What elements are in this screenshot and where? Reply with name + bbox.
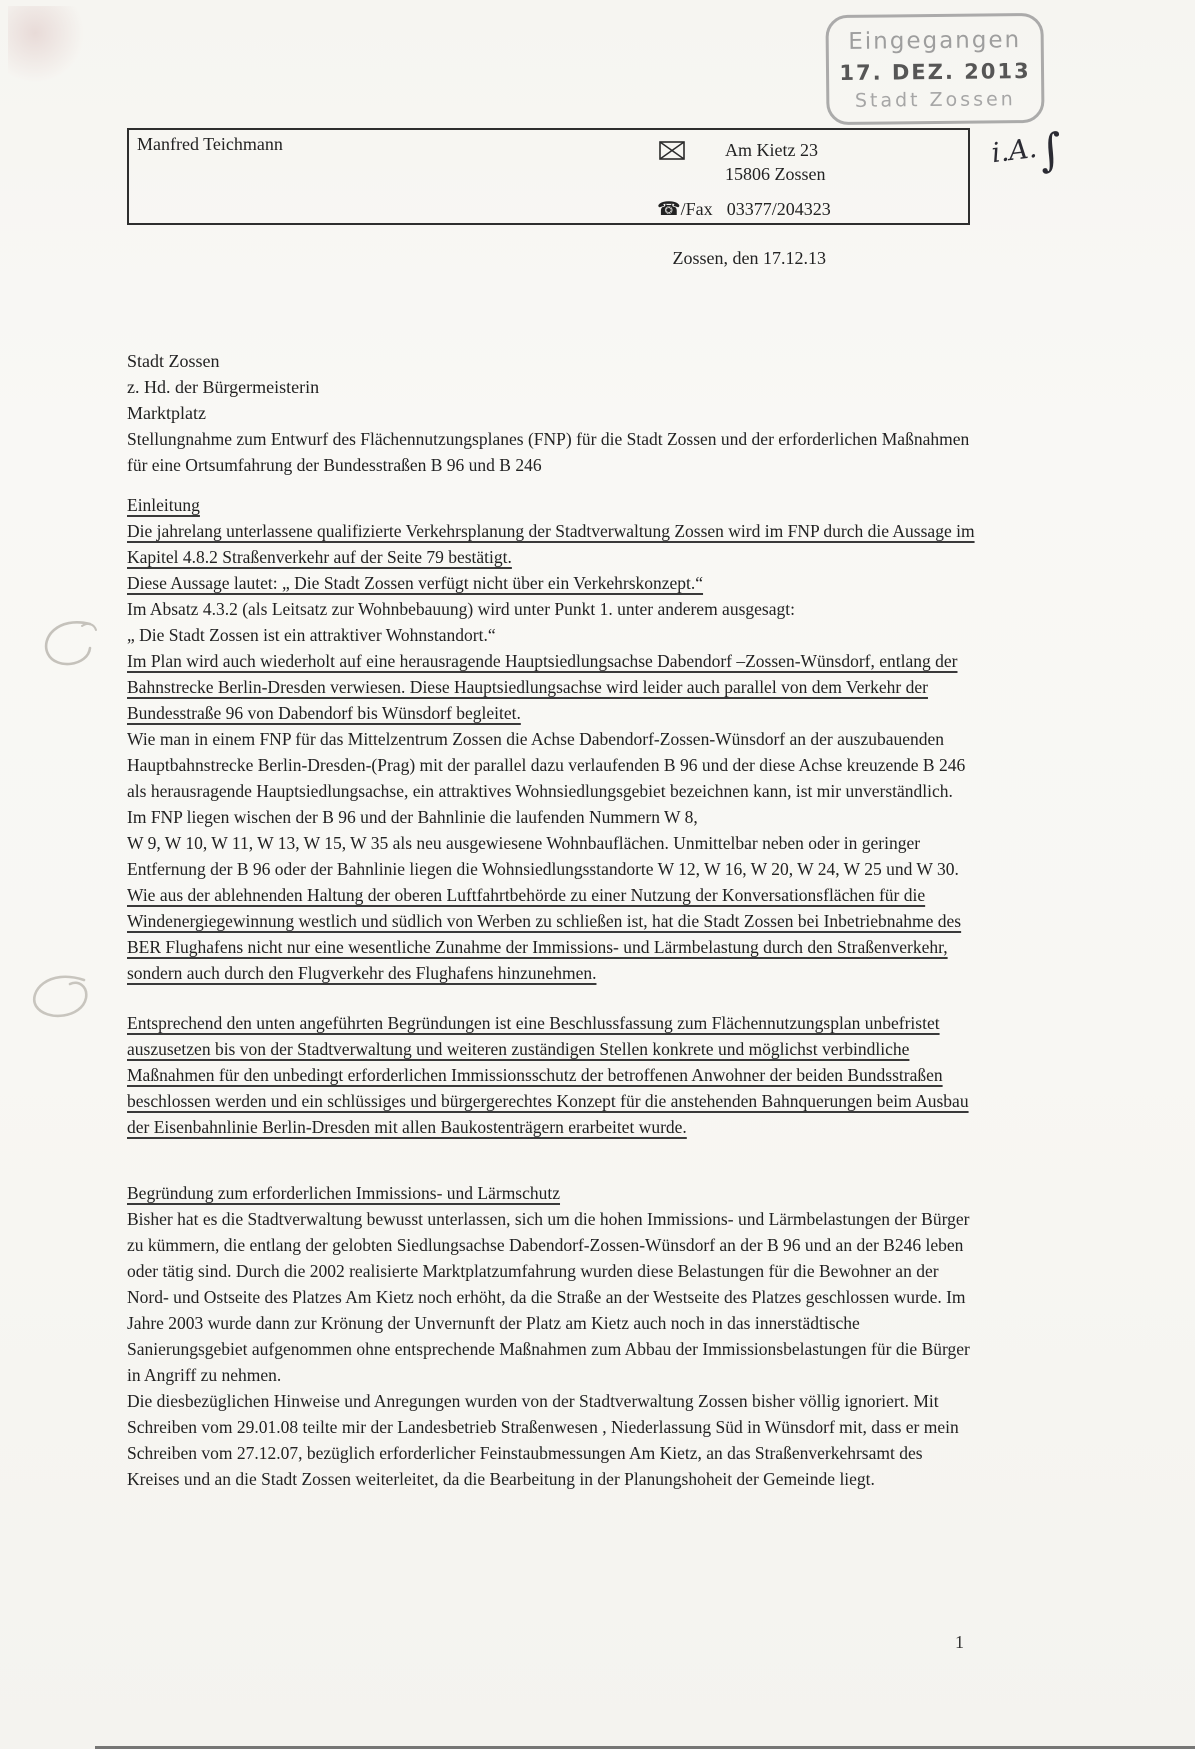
section-heading-einleitung: Einleitung	[127, 495, 200, 515]
body-paragraph: Bisher hat es die Stadtverwaltung bewusst unterlassen, sich um die hohen Immissions- und Lärmbelastungen der Bürger zu kümmern, die entlang der gelobten Siedlungsachse Dabendorf-Zossen-Wünsdorf an der B 96 und an der B246 leben oder tätig sind. Durch die 2002 realisierte Marktplatzumfahrung wurden diese Belastungen für die Bewohner an der Nord- und Ostseite des Platzes Am Kietz noch erhöht, da die Straße an der Westseite des Platzes geschlossen wurde. Im Jahre 2003 wurde dann zur Krönung der Unvernunft der Platz am Kietz auch noch in das innerstädtische Sanierungsgebiet aufgenommen ohne entsprechende Maßnahmen zum Abbau der Immissionsbelastungen für die Bürger in Angriff zu nehmen.	[127, 1209, 970, 1385]
sender-address-row	[659, 138, 826, 186]
stamp-received-label: Eingegangen	[848, 26, 1022, 55]
body-paragraph: Die diesbezüglichen Hinweise und Anregungen wurden von der Stadtverwaltung Zossen bisher völlig ignoriert. Mit Schreiben vom 29.01.08 teilte mir der Landesbetrieb Straßenwesen , Niederlassung Süd in Wünsdorf mit, dass er mein Schreiben vom 27.12.07, bezüglich erforderlicher Feinstaubmessungen Am Kietz, an das Straßenverkehrsamt des Kreises und an die Stadt Zossen weiterleitet, da die Bearbeitung in der Planungshoheit der Gemeinde liegt.	[127, 1391, 959, 1489]
phone-number: 03377/204323	[726, 199, 831, 219]
body-paragraph: Die jahrelang unterlassene qualifizierte Verkehrsplanung der Stadtverwaltung Zossen wird im FNP durch die Aussage im Kapitel 4.8.2 Straßenverkehr auf der Seite 79 bestätigt.	[127, 521, 975, 567]
letter-body	[127, 245, 979, 1492]
handwritten-initials	[989, 124, 1065, 183]
body-paragraph: Im Plan wird auch wiederholt auf eine herausragende Hauptsiedlungsachse Dabendorf –Zossen-Wünsdorf, entlang der Bahnstrecke Berlin-Dresden verwiesen. Diese Hauptsiedlungsachse wird leider auch parallel von dem Verkehr der Bundesstraße 96 von Dabendorf bis Wünsdorf begleitet.	[127, 651, 958, 723]
telephone-icon: ☎	[657, 198, 681, 220]
body-paragraph: „ Die Stadt Zossen ist ein attraktiver Wohnstandort.“	[127, 625, 496, 645]
fax-label: /Fax	[680, 199, 713, 219]
sender-city: 15806 Zossen	[725, 164, 826, 184]
pen-mark	[38, 618, 100, 668]
envelope-icon	[659, 141, 685, 165]
body-paragraph: Wie aus der ablehnenden Haltung der oberen Luftfahrtbehörde zu einer Nutzung der Konversationsflächen für die Windenergiegewinnung westlich und südlich von Werben zu schließen ist, hat die Stadt Zossen bei Inbetriebnahme des BER Flughafens nicht nur eine wesentliche Zunahme der Immissions- und Lärmbelastung durch den Straßenverkehr, sondern auch durch den Flugverkehr des Flughafens hinzunehmen.	[127, 885, 962, 983]
scan-smudge	[8, 6, 98, 96]
recipient-line: Stadt Zossen	[127, 351, 220, 371]
handwritten-flourish: ∫	[1036, 123, 1066, 178]
pen-mark	[26, 972, 92, 1024]
sender-street: Am Kietz 23	[725, 140, 818, 160]
subject-line: Stellungnahme zum Entwurf des Flächennutzungsplanes (FNP) für die Stadt Zossen und der erforderlichen Maßnahmen für eine Ortsumfahrung der Bundesstraßen B 96 und B 246	[127, 429, 970, 475]
body-paragraph: Wie man in einem FNP für das Mittelzentrum Zossen die Achse Dabendorf-Zossen-Wünsdorf an der auszubauenden Hauptbahnstrecke Berlin-Dresden-(Prag) mit der parallel dazu verlaufenden B 96 und der diese Achse kreuzende B 246 als herausragende Hauptsiedlungsachse, ein attraktives Wohnsiedlungsgebiet bezeichnen kann, ist mir unverständlich.	[127, 729, 966, 801]
body-paragraph: Diese Aussage lautet: „ Die Stadt Zossen verfügt nicht über ein Verkehrskonzept.“	[127, 573, 704, 593]
sender-info-box	[127, 128, 970, 225]
handwritten-initials-text: i.A.	[989, 132, 1039, 170]
body-paragraph: W 9, W 10, W 11, W 13, W 15, W 35 als neu ausgewiesene Wohnbauflächen. Unmittelbar neben oder in geringer Entfernung der B 96 oder der Bahnlinie liegen die Wohnsiedlungsstandorte W 12, W 16, W 20, W 24, W 25 und W 30.	[127, 833, 959, 879]
recipient-line: z. Hd. der Bürgermeisterin	[127, 377, 320, 397]
received-stamp	[825, 13, 1044, 125]
page-number: 1	[955, 1632, 964, 1652]
sender-name: Manfred Teichmann	[137, 134, 283, 154]
body-paragraph: Im Absatz 4.3.2 (als Leitsatz zur Wohnbebauung) wird unter Punkt 1. unter anderem ausgesagt:	[127, 599, 795, 619]
sender-phone-row	[657, 198, 831, 220]
body-paragraph: Entsprechend den unten angeführten Begründungen ist eine Beschlussfassung zum Flächennutzungsplan unbefristet auszusetzen bis von der Stadtverwaltung und weiteren zuständigen Stellen konkrete und möglichst verbindliche Maßnahmen für den unbedingt erforderlichen Immissionsschutz der betroffenen Anwohner der beiden Bundsstraßen beschlossen werden und ein schlüssiges und bürgergerechtes Konzept für die anstehenden Bahnquerungen beim Ausbau der Eisenbahnlinie Berlin-Dresden mit allen Baukostenträgern erarbeitet wurde.	[127, 1013, 969, 1137]
stamp-date: 17. DEZ. 2013	[839, 58, 1031, 85]
body-paragraph: Im FNP liegen wischen der B 96 und der Bahnlinie die laufenden Nummern W 8,	[127, 807, 698, 827]
stamp-city: Stadt Zossen	[854, 87, 1016, 112]
section-heading-begruendung: Begründung zum erforderlichen Immissions- und Lärmschutz	[127, 1183, 561, 1203]
date-line: Zossen, den 17.12.13	[672, 248, 826, 268]
recipient-address	[127, 348, 979, 426]
sender-address	[725, 138, 826, 186]
recipient-line: Marktplatz	[127, 403, 206, 423]
